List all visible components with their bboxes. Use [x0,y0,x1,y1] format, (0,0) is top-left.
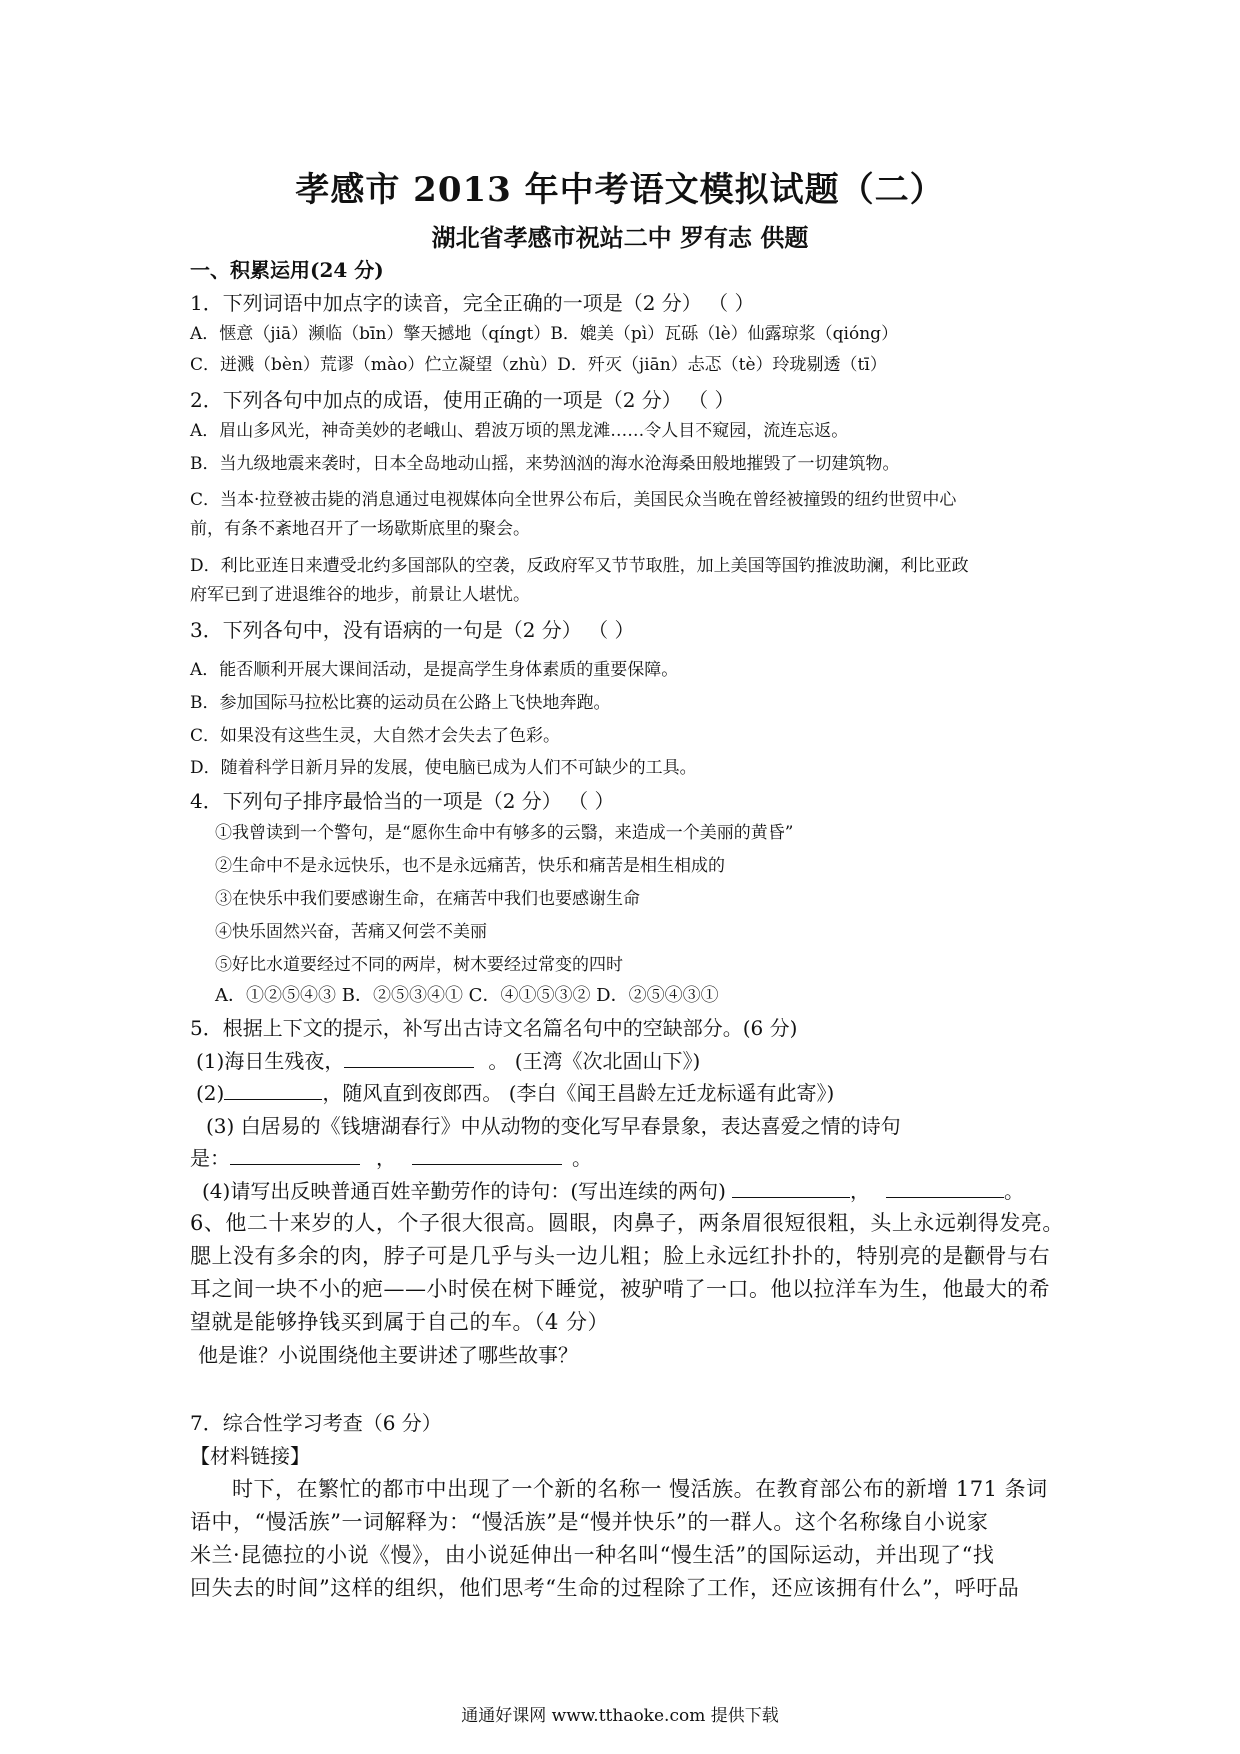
q5-part-4-text: (4)请写出反映普通百姓辛勤劳作的诗句：(写出连续的两句) [202,1179,726,1203]
q2-option-a: A．眉山多风光，神奇美妙的老峨山、碧波万顷的黑龙滩……令人目不窥园，流连忘返。 [190,421,849,441]
q5-part-2-text: (2) [196,1081,225,1105]
q5-blank-2[interactable] [224,1081,322,1100]
q5-blank-6[interactable] [886,1179,1004,1198]
q1-option-ab: A．惬意（jiā）濒临（bīn）擎天撼地（qíngt）B．媲美（pì）瓦砾（lè）仙露琼浆（qióng） [190,324,899,344]
q4-options: A．①②⑤④③ B．②⑤③④① C．④①⑤③② D．②⑤④③① [215,985,719,1006]
q2-option-b: B．当九级地震来袭时，日本全岛地动山摇，来势汹汹的海水沧海桑田般地摧毁了一切建筑物。 [190,454,900,474]
q7-material-heading: 【材料链接】 [190,1444,310,1468]
page-title: 孝感市 2013 年中考语文模拟试题（二） [295,170,945,210]
q4-sentence-1: ①我曾读到一个警句，是“愿你生命中有够多的云翳，来造成一个美丽的黄昏” [215,823,794,843]
q5-part-1-text: (1)海日生残夜， [196,1049,345,1073]
q6-passage-line3: 耳之间一块不小的疤——小时侯在树下睡觉，被驴啃了一口。他以拉洋车为生，他最大的希 [190,1277,1050,1301]
q5-stem: 5．根据上下文的提示，补写出古诗文名篇名句中的空缺部分。(6 分) [190,1016,798,1040]
q2-option-c-line2: 前，有条不紊地召开了一场歇斯底里的聚会。 [190,519,530,539]
q5-part-4-comma: ， [849,1179,870,1203]
q5-part-4 [202,1175,1024,1204]
q6-passage-line4: 望就是能够挣钱买到属于自己的车。（4 分） [190,1310,610,1334]
q3-stem: 3．下列各句中，没有语病的一句是（2 分） （ ） [190,618,635,642]
q6-passage-line2: 腮上没有多余的肉，脖子可是几乎与头一边儿粗；脸上永远红扑扑的，特别亮的是颧骨与右 [190,1244,1050,1268]
page-footer: 通通好课网 www.tthaoke.com 提供下载 [461,1706,779,1726]
q6-question: 他是谁？小说围绕他主要讲述了哪些故事？ [198,1343,578,1367]
q7-material-line4: 回失去的时间”这样的组织，他们思考“生命的过程除了工作，还应该拥有什么”，呼吁品 [190,1576,1020,1600]
q5-part-4-end: 。 [1003,1179,1024,1203]
q5-blank-3[interactable] [230,1146,360,1165]
q3-option-d: D．随着科学日新月异的发展，使电脑已成为人们不可缺少的工具。 [190,758,697,778]
q5-blank-4[interactable] [412,1146,562,1165]
q4-sentence-5: ⑤好比水道要经过不同的两岸，树木要经过常变的四时 [215,955,623,975]
q4-sentence-2: ②生命中不是永远快乐，也不是永远痛苦，快乐和痛苦是相生相成的 [215,856,725,876]
q5-blank-1[interactable] [344,1049,474,1068]
q3-option-a: A．能否顺利开展大课间活动，是提高学生身体素质的重要保障。 [190,660,679,680]
q4-sentence-3: ③在快乐中我们要感谢生命，在痛苦中我们也要感谢生命 [215,889,640,909]
q3-option-c: C．如果没有这些生灵，大自然才会失去了色彩。 [190,726,561,746]
q5-part-1 [196,1045,700,1074]
q5-part-3-end: 。 [572,1146,592,1170]
q5-part-2-source: ，随风直到夜郎西。 (李白《闻王昌龄左迁龙标遥有此寄》) [322,1081,835,1105]
q5-part-3-line2 [190,1142,592,1171]
q6-passage-line1: 6、他二十来岁的人，个子很大很高。圆眼，肉鼻子，两条眉很短很粗，头上永远剃得发亮。 [190,1211,1064,1235]
q5-blank-5[interactable] [732,1179,850,1198]
q7-material-line1: 时下，在繁忙的都市中出现了一个新的名称一 慢活族。在教育部公布的新增 171 条词 [232,1477,1048,1501]
q5-part-2 [196,1077,834,1106]
q2-option-d-line2: 府军已到了进退维谷的地步，前景让人堪忧。 [190,585,530,605]
q5-part-3-label: 是： [190,1146,230,1170]
q5-part-1-source: 。 (王湾《次北固山下》) [488,1049,701,1073]
q5-part-3-line1: (3) 白居易的《钱塘湖春行》中从动物的变化写早春景象，表达喜爱之情的诗句 [206,1114,901,1138]
q7-stem: 7．综合性学习考查（6 分） [190,1411,442,1435]
page-subtitle: 湖北省孝感市祝站二中 罗有志 供题 [431,223,809,252]
q2-option-d-line1: D．利比亚连日来遭受北约多国部队的空袭，反政府军又节节取胜，加上美国等国钓推波助澜，利比亚政 [190,556,969,576]
q3-option-b: B．参加国际马拉松比赛的运动员在公路上飞快地奔跑。 [190,693,611,713]
q7-material-line3: 米兰·昆德拉的小说《慢》，由小说延伸出一种名叫“慢生活”的国际运动，并出现了“找 [190,1543,995,1567]
q2-stem: 2．下列各句中加点的成语，使用正确的一项是（2 分） （ ） [190,388,735,412]
q4-sentence-4: ④快乐固然兴奋，苦痛又何尝不美丽 [215,922,487,942]
q2-option-c-line1: C．当本·拉登被击毙的消息通过电视媒体向全世界公布后，美国民众当晚在曾经被撞毁的纽约世贸中心 [190,490,957,510]
q4-stem: 4．下列句子排序最恰当的一项是（2 分） （ ） [190,789,615,813]
q7-material-line2: 语中，“慢活族”一词解释为：“慢活族”是“慢并快乐”的一群人。这个名称缘自小说家 [190,1510,989,1534]
section-heading: 一、积累运用(24 分) [190,258,384,282]
q1-option-cd: C．迸溅（bèn）荒谬（mào）伫立凝望（zhù）D．歼灭（jiān）忐忑（tè）玲珑剔透（tī） [190,355,887,375]
q5-part-3-comma: ， [376,1146,396,1170]
q1-stem: 1．下列词语中加点字的读音，完全正确的一项是（2 分） （ ） [190,291,755,315]
